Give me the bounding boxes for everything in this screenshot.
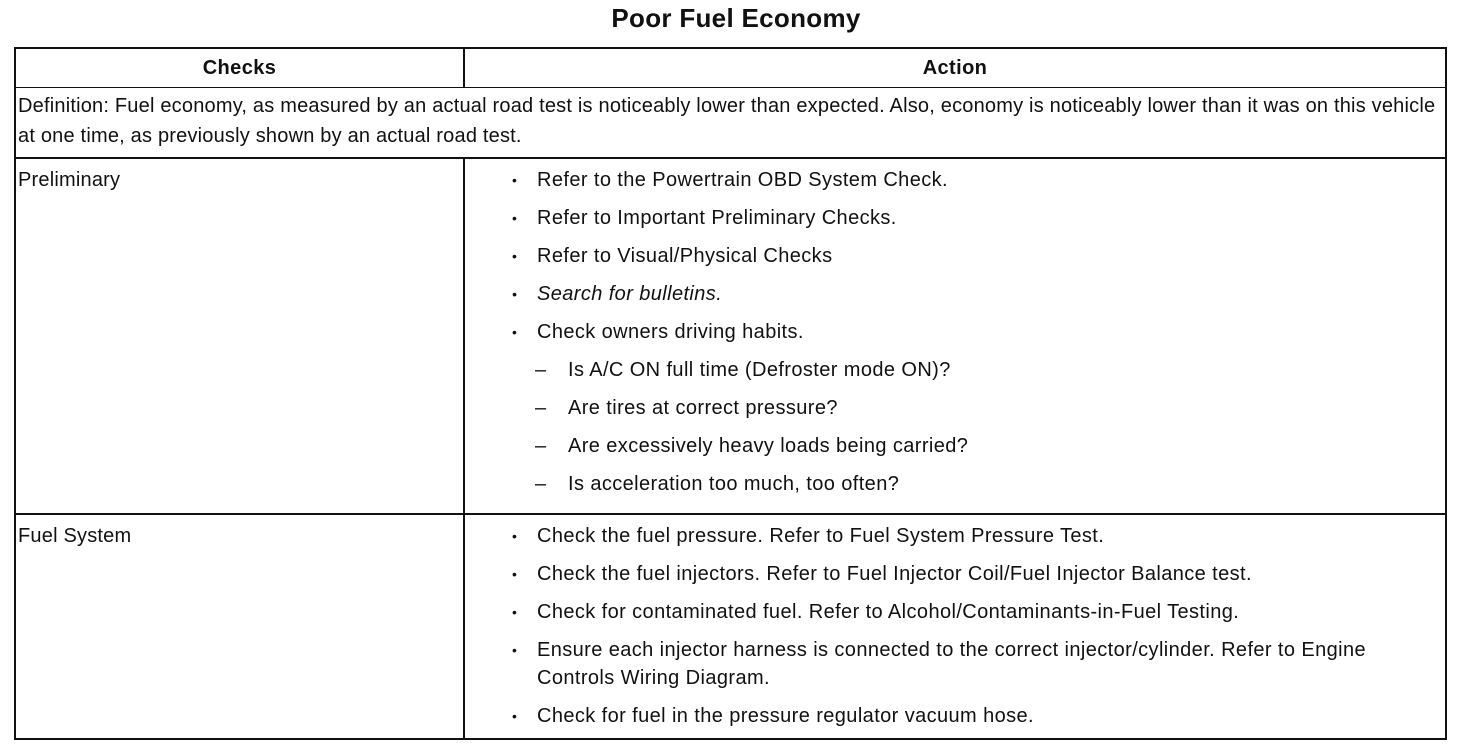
bullet-icon: • <box>512 324 518 340</box>
action-text: Refer to Important Preliminary Checks. <box>537 207 897 229</box>
action-text: Refer to the Powertrain OBD System Check. <box>537 169 948 191</box>
check-label-preliminary: Preliminary <box>16 159 465 513</box>
checks-action-table <box>14 47 1447 740</box>
action-item <box>465 598 1445 626</box>
action-text: Check owners driving habits. <box>537 321 804 343</box>
header-action: Action <box>922 56 988 79</box>
definition-text: Definition: Fuel economy, as measured by an actual road test is noticeably lower than expected. Also, economy is noticeably lower than it was on this vehicle at one time, as previously shown by an actual road test. <box>18 95 1436 147</box>
action-text: Are tires at correct pressure? <box>568 397 838 419</box>
check-label-fuel-system: Fuel System <box>16 515 465 738</box>
action-subitem <box>465 394 1445 422</box>
bullet-icon: • <box>512 566 518 582</box>
definition-row <box>16 87 1445 157</box>
action-text: Is acceleration too much, too often? <box>568 473 900 495</box>
action-item <box>465 204 1445 232</box>
bullet-icon: • <box>512 528 518 544</box>
action-subitem <box>465 356 1445 384</box>
action-text: Check for contaminated fuel. Refer to Alcohol/Contaminants-in-Fuel Testing. <box>537 601 1240 623</box>
header-checks: Checks <box>16 49 465 87</box>
bullet-icon: • <box>512 172 518 188</box>
action-item <box>465 522 1445 550</box>
action-text: Search for bulletins. <box>537 283 723 305</box>
action-item <box>465 636 1445 692</box>
action-text: Are excessively heavy loads being carried? <box>568 435 969 457</box>
bullet-icon: • <box>512 642 518 658</box>
table-row-fuel-system <box>16 513 1445 738</box>
action-item <box>465 242 1445 270</box>
dash-icon: – <box>535 435 547 457</box>
dash-icon: – <box>535 473 547 495</box>
table-row-preliminary <box>16 157 1445 513</box>
bullet-icon: • <box>512 248 518 264</box>
dash-icon: – <box>535 359 547 381</box>
action-subitem <box>465 470 1445 498</box>
bullet-icon: • <box>512 286 518 302</box>
action-item <box>465 280 1445 308</box>
action-item <box>465 166 1445 194</box>
bullet-icon: • <box>512 210 518 226</box>
action-text: Check the fuel pressure. Refer to Fuel System Pressure Test. <box>537 525 1105 547</box>
action-item <box>465 560 1445 588</box>
action-text: Ensure each injector harness is connected to the correct injector/cylinder. Refer to Engine Controls Wiring Diagram. <box>537 639 1367 689</box>
action-text: Refer to Visual/Physical Checks <box>537 245 833 267</box>
actions-fuel-system <box>465 515 1445 738</box>
bullet-icon: • <box>512 604 518 620</box>
action-text: Check the fuel injectors. Refer to Fuel Injector Coil/Fuel Injector Balance test. <box>537 563 1252 585</box>
actions-preliminary <box>465 159 1445 513</box>
page-title: Poor Fuel Economy <box>611 3 861 33</box>
action-item <box>465 702 1445 730</box>
action-item <box>465 318 1445 346</box>
table-header-row <box>16 49 1445 87</box>
action-text: Check for fuel in the pressure regulator vacuum hose. <box>537 705 1035 727</box>
action-text: Is A/C ON full time (Defroster mode ON)? <box>568 359 951 381</box>
bullet-icon: • <box>512 708 518 724</box>
dash-icon: – <box>535 397 547 419</box>
action-subitem <box>465 432 1445 460</box>
